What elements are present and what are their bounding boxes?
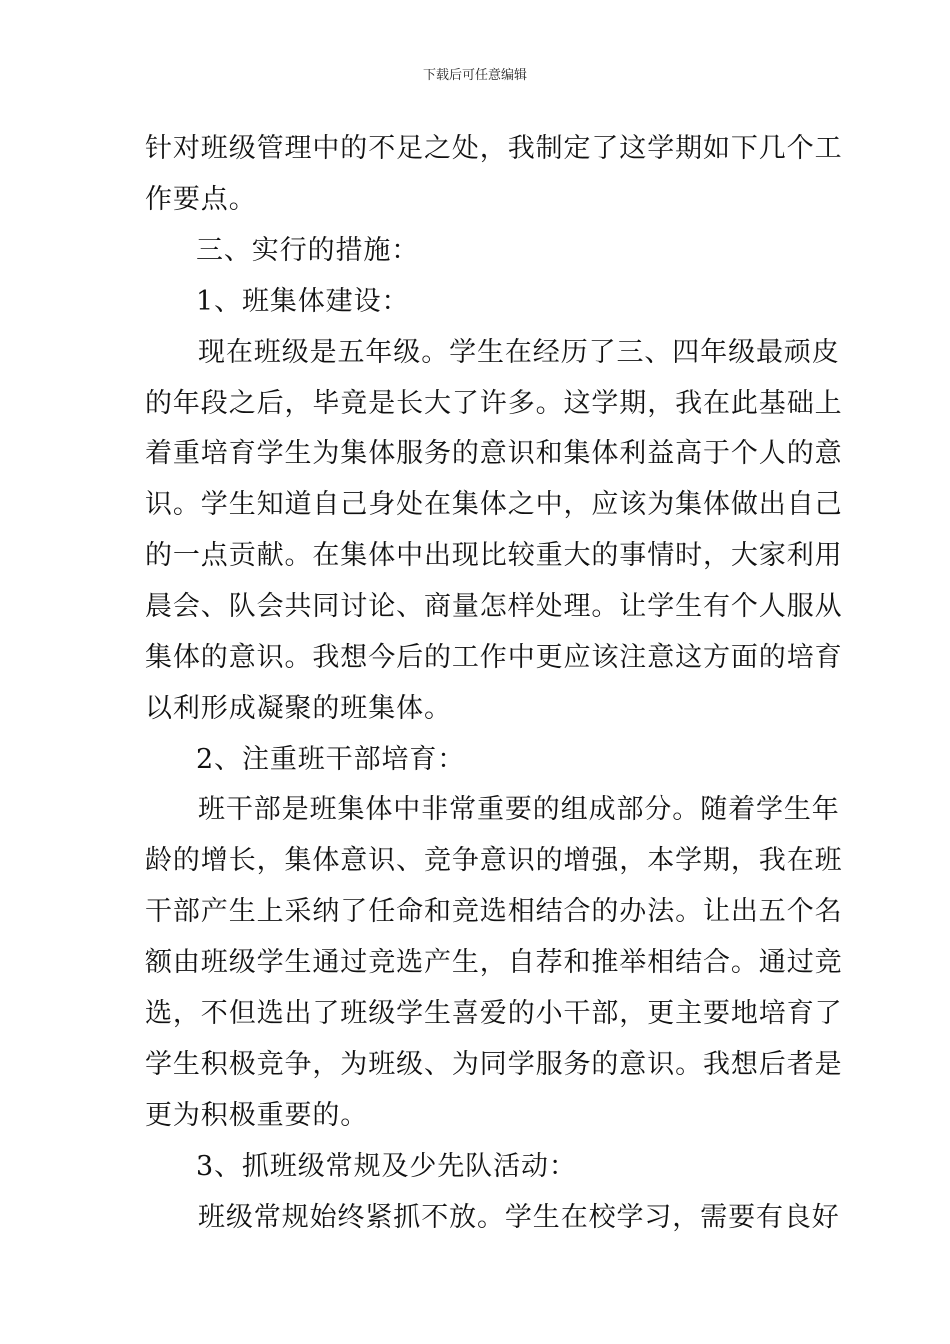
text-line-22: 班级常规始终紧抓不放。学生在校学习，需要有良好: [198, 1202, 840, 1233]
text-line-5: 现在班级是五年级。学生在经历了三、四年级最顽皮: [198, 337, 840, 368]
subheading-2: 2、注重班干部培育：: [196, 744, 466, 775]
text-line-8: 识。学生知道自己身处在集体之中，应该为集体做出自己: [145, 489, 843, 520]
text-line-10: 晨会、队会共同讨论、商量怎样处理。让学生有个人服从: [145, 591, 843, 622]
page-header: 下载后可任意编辑: [422, 68, 527, 83]
text-line-1: 针对班级管理中的不足之处，我制定了这学期如下几个工: [145, 133, 843, 164]
text-line-20: 更为积极重要的。: [145, 1100, 369, 1131]
text-line-12: 以利形成凝聚的班集体。: [145, 693, 452, 724]
text-line-14: 班干部是班集体中非常重要的组成部分。随着学生年: [198, 794, 840, 825]
text-line-16: 干部产生上采纳了任命和竞选相结合的办法。让出五个名: [145, 896, 843, 927]
text-line-18: 选，不但选出了班级学生喜爱的小干部，更主要地培育了: [145, 998, 843, 1029]
text-line-2: 作要点。: [145, 184, 257, 215]
text-line-11: 集体的意识。我想今后的工作中更应该注意这方面的培育: [145, 642, 843, 673]
subheading-3: 3、抓班级常规及少先队活动：: [196, 1151, 577, 1182]
text-line-19: 学生积极竞争，为班级、为同学服务的意识。我想后者是: [145, 1049, 843, 1080]
text-line-6: 的年段之后，毕竟是长大了许多。这学期，我在此基础上: [145, 388, 843, 419]
section-heading: 三、实行的措施：: [196, 235, 420, 266]
text-line-17: 额由班级学生通过竞选产生，自荐和推举相结合。通过竞: [145, 947, 843, 978]
text-line-7: 着重培育学生为集体服务的意识和集体利益高于个人的意: [145, 438, 843, 469]
text-line-9: 的一点贡献。在集体中出现比较重大的事情时，大家利用: [145, 540, 843, 571]
subheading-1: 1、班集体建设：: [196, 286, 410, 317]
text-line-15: 龄的增长，集体意识、竞争意识的增强，本学期，我在班: [145, 845, 843, 876]
